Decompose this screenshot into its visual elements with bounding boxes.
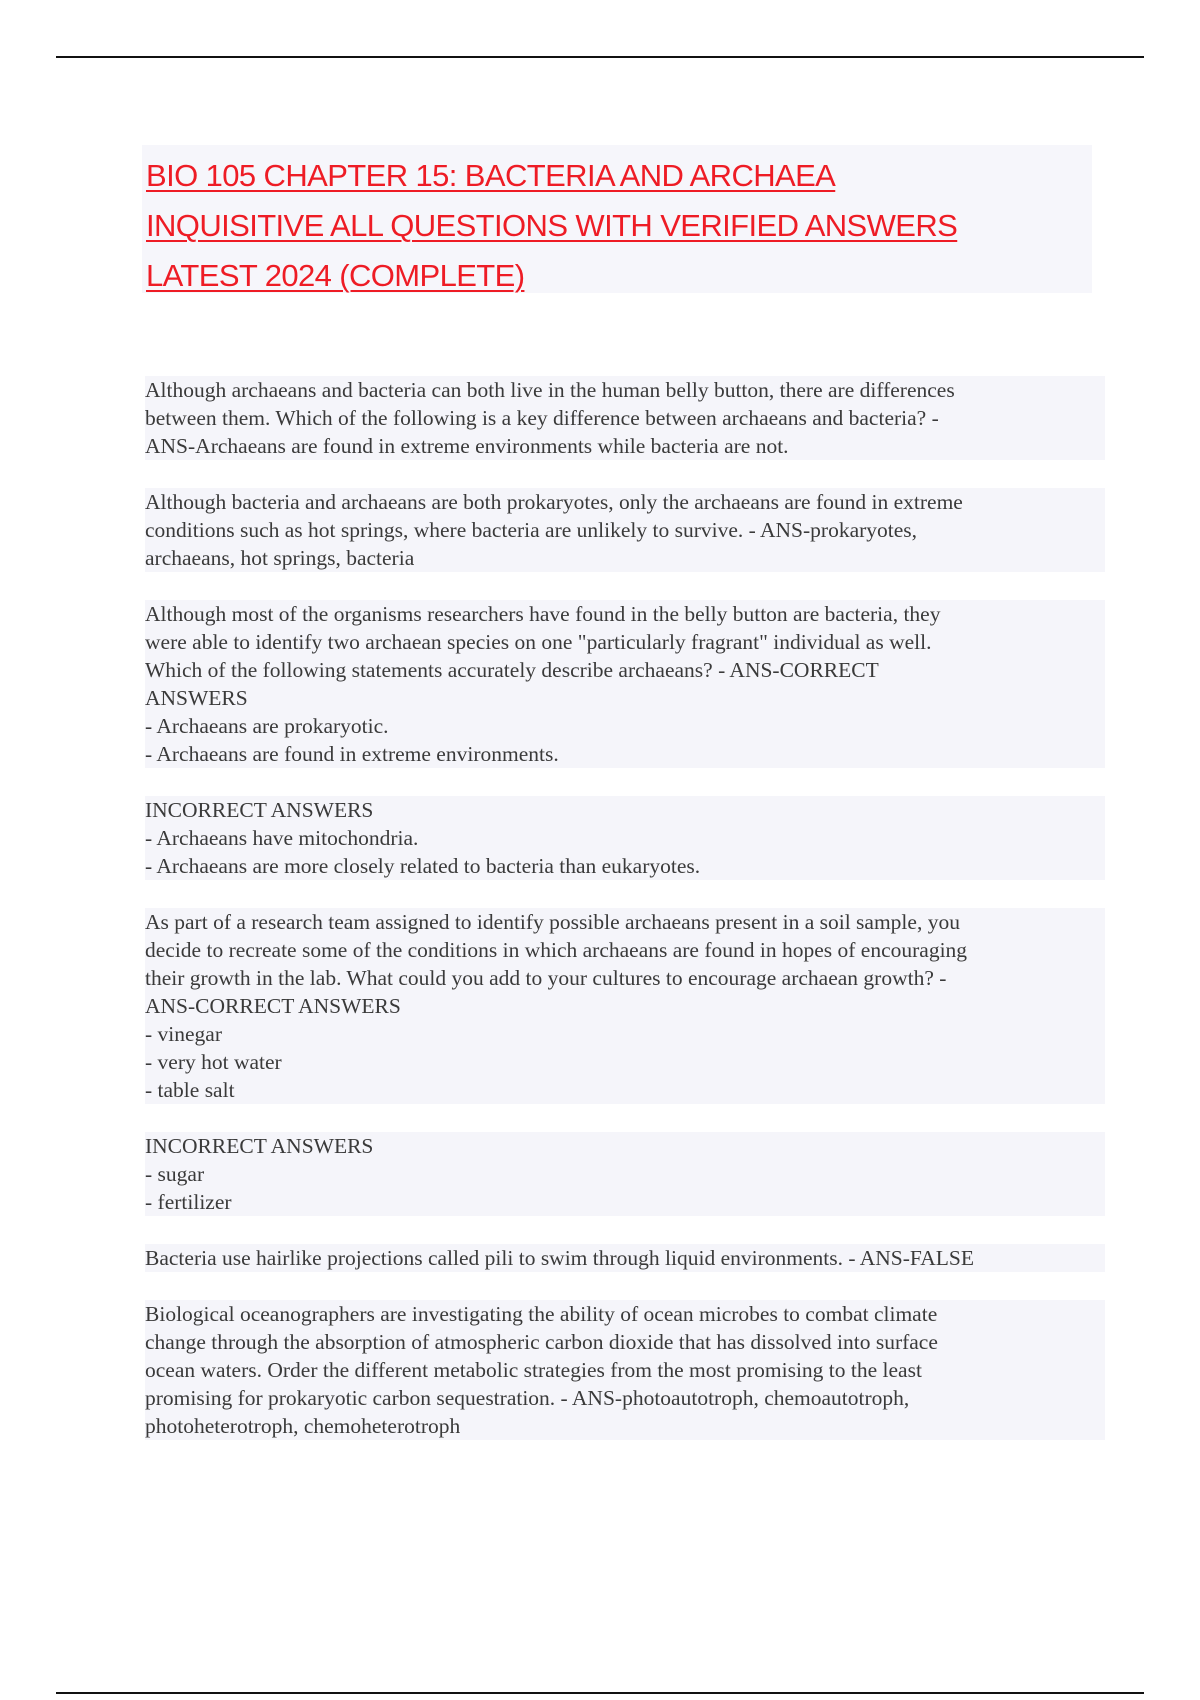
text-line: ocean waters. Order the different metabolic strategies from the most promising to the least xyxy=(145,1356,1105,1384)
text-line: - Archaeans are more closely related to bacteria than eukaryotes. xyxy=(145,852,1105,880)
title-line: LATEST 2024 (COMPLETE) xyxy=(146,258,525,293)
text-line: - Archaeans have mitochondria. xyxy=(145,824,1105,852)
top-rule xyxy=(56,56,1144,58)
title-line: INQUISITIVE ALL QUESTIONS WITH VERIFIED ANSWERS xyxy=(146,208,958,243)
text-line: Although bacteria and archaeans are both prokaryotes, only the archaeans are found in extreme xyxy=(145,488,1105,516)
question-block xyxy=(145,1300,1105,1440)
text-line: - fertilizer xyxy=(145,1188,1105,1216)
text-line: change through the absorption of atmospheric carbon dioxide that has dissolved into surface xyxy=(145,1328,1105,1356)
text-line: INCORRECT ANSWERS xyxy=(145,796,1105,824)
text-line: Bacteria use hairlike projections called pili to swim through liquid environments. - ANS-FALSE xyxy=(145,1244,1105,1272)
question-block xyxy=(145,600,1105,768)
document-body xyxy=(145,376,1105,1468)
text-line: - very hot water xyxy=(145,1048,1105,1076)
text-line: - vinegar xyxy=(145,1020,1105,1048)
text-line: decide to recreate some of the conditions in which archaeans are found in hopes of encouraging xyxy=(145,936,1105,964)
text-line: Although archaeans and bacteria can both live in the human belly button, there are differences xyxy=(145,376,1105,404)
incorrect-answers-block xyxy=(145,796,1105,880)
question-block xyxy=(145,488,1105,572)
text-line: between them. Which of the following is a key difference between archaeans and bacteria? - xyxy=(145,404,1105,432)
bottom-rule xyxy=(56,1692,1144,1694)
text-line: conditions such as hot springs, where bacteria are unlikely to survive. - ANS-prokaryotes, xyxy=(145,516,1105,544)
text-line: were able to identify two archaean species on one "particularly fragrant" individual as well. xyxy=(145,628,1105,656)
text-line: Which of the following statements accurately describe archaeans? - ANS-CORRECT xyxy=(145,656,1105,684)
text-line: ANS-CORRECT ANSWERS xyxy=(145,992,1105,1020)
text-line: - table salt xyxy=(145,1076,1105,1104)
text-line: - Archaeans are prokaryotic. xyxy=(145,712,1105,740)
incorrect-answers-block xyxy=(145,1132,1105,1216)
text-line: - Archaeans are found in extreme environments. xyxy=(145,740,1105,768)
text-line: INCORRECT ANSWERS xyxy=(145,1132,1105,1160)
text-line: - sugar xyxy=(145,1160,1105,1188)
question-block xyxy=(145,908,1105,1104)
text-line: photoheterotroph, chemoheterotroph xyxy=(145,1412,1105,1440)
question-block xyxy=(145,1244,1105,1272)
text-line: Biological oceanographers are investigating the ability of ocean microbes to combat climate xyxy=(145,1300,1105,1328)
text-line: their growth in the lab. What could you add to your cultures to encourage archaean growth? - xyxy=(145,964,1105,992)
text-line: ANS-Archaeans are found in extreme environments while bacteria are not. xyxy=(145,432,1105,460)
text-line: As part of a research team assigned to identify possible archaeans present in a soil sample, you xyxy=(145,908,1105,936)
document-title xyxy=(142,145,1092,293)
question-block xyxy=(145,376,1105,460)
text-line: ANSWERS xyxy=(145,684,1105,712)
text-line: Although most of the organisms researchers have found in the belly button are bacteria, they xyxy=(145,600,1105,628)
title-line: BIO 105 CHAPTER 15: BACTERIA AND ARCHAEA xyxy=(146,158,836,193)
text-line: archaeans, hot springs, bacteria xyxy=(145,544,1105,572)
text-line: promising for prokaryotic carbon sequestration. - ANS-photoautotroph, chemoautotroph, xyxy=(145,1384,1105,1412)
